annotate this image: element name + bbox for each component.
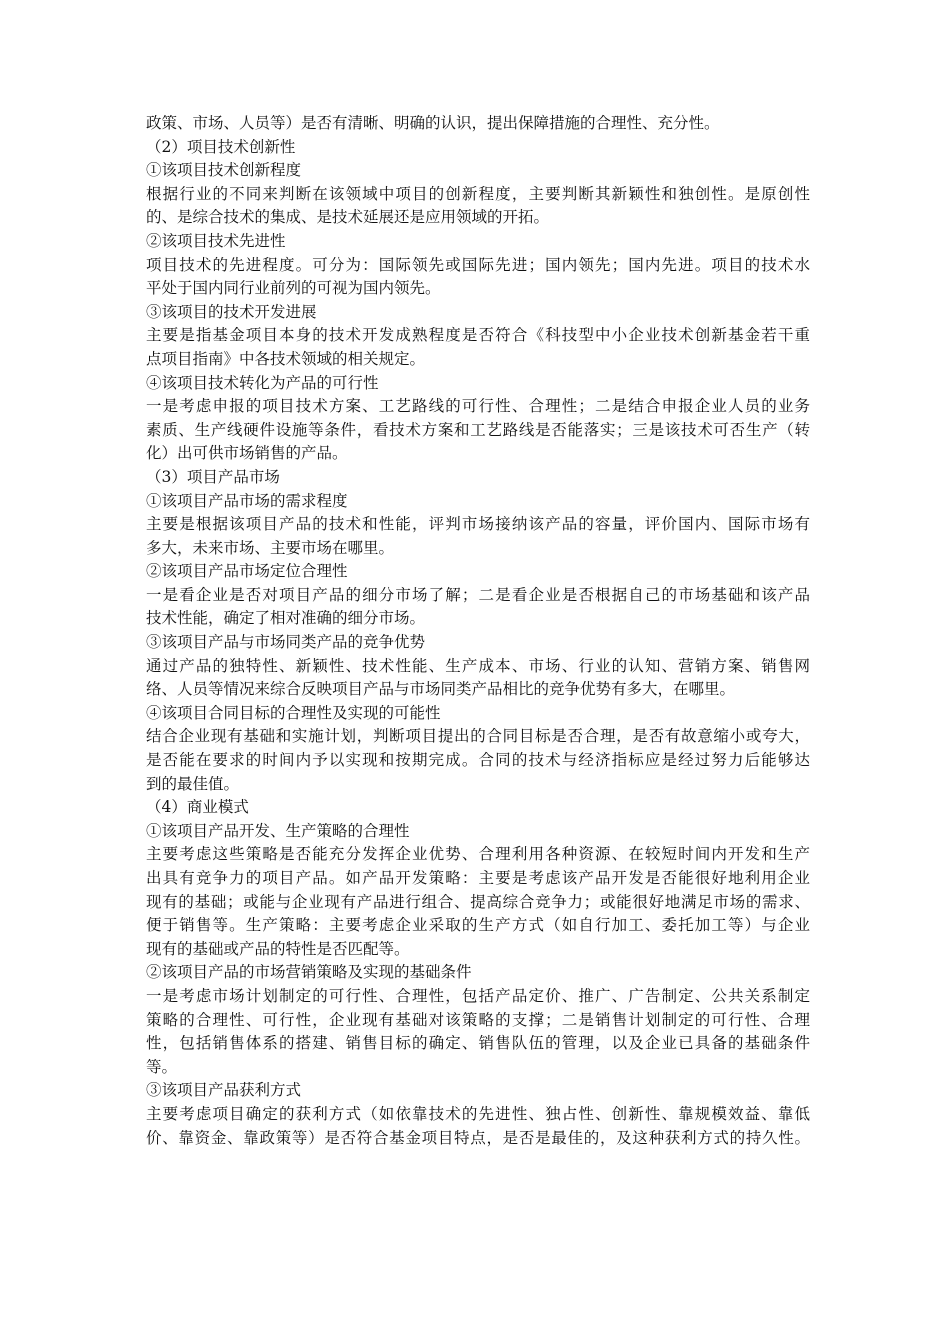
text-line: 通过产品的独特性、新颖性、技术性能、生产成本、市场、行业的认知、营销方案、销售网 (146, 656, 810, 675)
text-line: 主要考虑这些策略是否能充分发挥企业优势、合理利用各种资源、在较短时间内开发和生产 (146, 845, 810, 864)
text-line: 是否能在要求的时间内予以实现和按期完成。合同的技术与经济指标应是经过努力后能够达 (146, 751, 810, 770)
text-line: 主要是指基金项目本身的技术开发成熟程度是否符合《科技型中小企业技术创新基金若干重 (146, 326, 810, 345)
text-line: ③该项目产品与市场同类产品的竞争优势 (146, 633, 426, 652)
text-line: 政策、市场、人员等）是否有清晰、明确的认识，提出保障措施的合理性、充分性。 (146, 114, 720, 132)
text-line: ②该项目产品市场定位合理性 (146, 562, 348, 581)
text-line: 价、靠资金、靠政策等）是否符合基金项目特点，是否是最佳的，及这种获利方式的持久性。 (146, 1128, 810, 1147)
text-line: 便于销售等。生产策略：主要考虑企业采取的生产方式（如自行加工、委托加工等）与企业 (146, 916, 810, 935)
document-page (146, 112, 810, 1150)
text-line: 化）出可供市场销售的产品。 (146, 444, 348, 463)
text-line: ③该项目产品获利方式 (146, 1081, 302, 1100)
text-line: 一是考虑申报的项目技术方案、工艺路线的可行性、合理性；二是结合申报企业人员的业务 (146, 397, 810, 416)
text-line: 络、人员等情况来综合反映项目产品与市场同类产品相比的竞争优势有多大，在哪里。 (146, 680, 736, 699)
text-line: 现有的基础；或能与企业现有产品进行组合、提高综合竞争力；或能很好地满足市场的需求、 (146, 892, 810, 911)
text-line: ③该项目的技术开发进展 (146, 302, 317, 321)
text-line: ①该项目产品开发、生产策略的合理性 (146, 821, 410, 840)
text-line: 出具有竞争力的项目产品。如产品开发策略：主要是考虑该产品开发是否能很好地利用企业 (146, 869, 810, 887)
text-line: 一是考虑市场计划制定的可行性、合理性，包括产品定价、推广、广告制定、公共关系制定 (146, 986, 810, 1005)
text-line: 素质、生产线硬件设施等条件，看技术方案和工艺路线是否能落实；三是该技术可否生产（转 (146, 420, 810, 439)
text-line: 现有的基础或产品的特性是否匹配等。 (146, 939, 410, 958)
text-line: 主要是根据该项目产品的技术和性能，评判市场接纳该产品的容量，评价国内、国际市场有 (146, 515, 810, 534)
text-line: 结合企业现有基础和实施计划，判断项目提出的合同目标是否合理，是否有故意缩小或夸大， (146, 727, 810, 746)
text-line: ②该项目产品的市场营销策略及实现的基础条件 (146, 963, 472, 982)
text-line: 多大，未来市场、主要市场在哪里。 (146, 538, 395, 557)
text-line: 性，包括销售体系的搭建、销售目标的确定、销售队伍的管理，以及企业已具备的基础条件 (146, 1034, 810, 1053)
text-line: ④该项目技术转化为产品的可行性 (146, 373, 379, 392)
text-line: 平处于国内同行业前列的可视为国内领先。 (146, 279, 441, 298)
text-line: 点项目指南》中各技术领域的相关规定。 (146, 349, 426, 368)
text-line: ①该项目技术创新程度 (146, 161, 302, 180)
text-line: 策略的合理性、可行性，企业现有基础对该策略的支撑；二是销售计划制定的可行性、合理 (146, 1010, 810, 1029)
text-line: ①该项目产品市场的需求程度 (146, 491, 348, 510)
text-line: 项目技术的先进程度。可分为：国际领先或国际先进；国内领先；国内先进。项目的技术水 (146, 255, 810, 274)
text-line: 技术性能，确定了相对准确的细分市场。 (146, 609, 426, 628)
text-line: 根据行业的不同来判断在该领域中项目的创新程度，主要判断其新颖性和独创性。是原创性 (146, 184, 810, 203)
text-line: （2）项目技术创新性 (146, 137, 296, 156)
text-line: （4）商业模式 (146, 798, 249, 817)
text-line: 主要考虑项目确定的获利方式（如依靠技术的先进性、独占性、创新性、靠规模效益、靠低 (146, 1104, 810, 1123)
text-line: 一是看企业是否对项目产品的细分市场了解；二是看企业是否根据自己的市场基础和该产品 (146, 585, 810, 604)
text-line: ④该项目合同目标的合理性及实现的可能性 (146, 703, 441, 722)
text-line: ②该项目技术先进性 (146, 231, 286, 250)
text-line: 的、是综合技术的集成、是技术延展还是应用领域的开拓。 (146, 208, 550, 227)
text-line: 等。 (146, 1057, 178, 1076)
text-line: （3）项目产品市场 (146, 467, 280, 486)
text-line: 到的最佳值。 (146, 774, 240, 793)
